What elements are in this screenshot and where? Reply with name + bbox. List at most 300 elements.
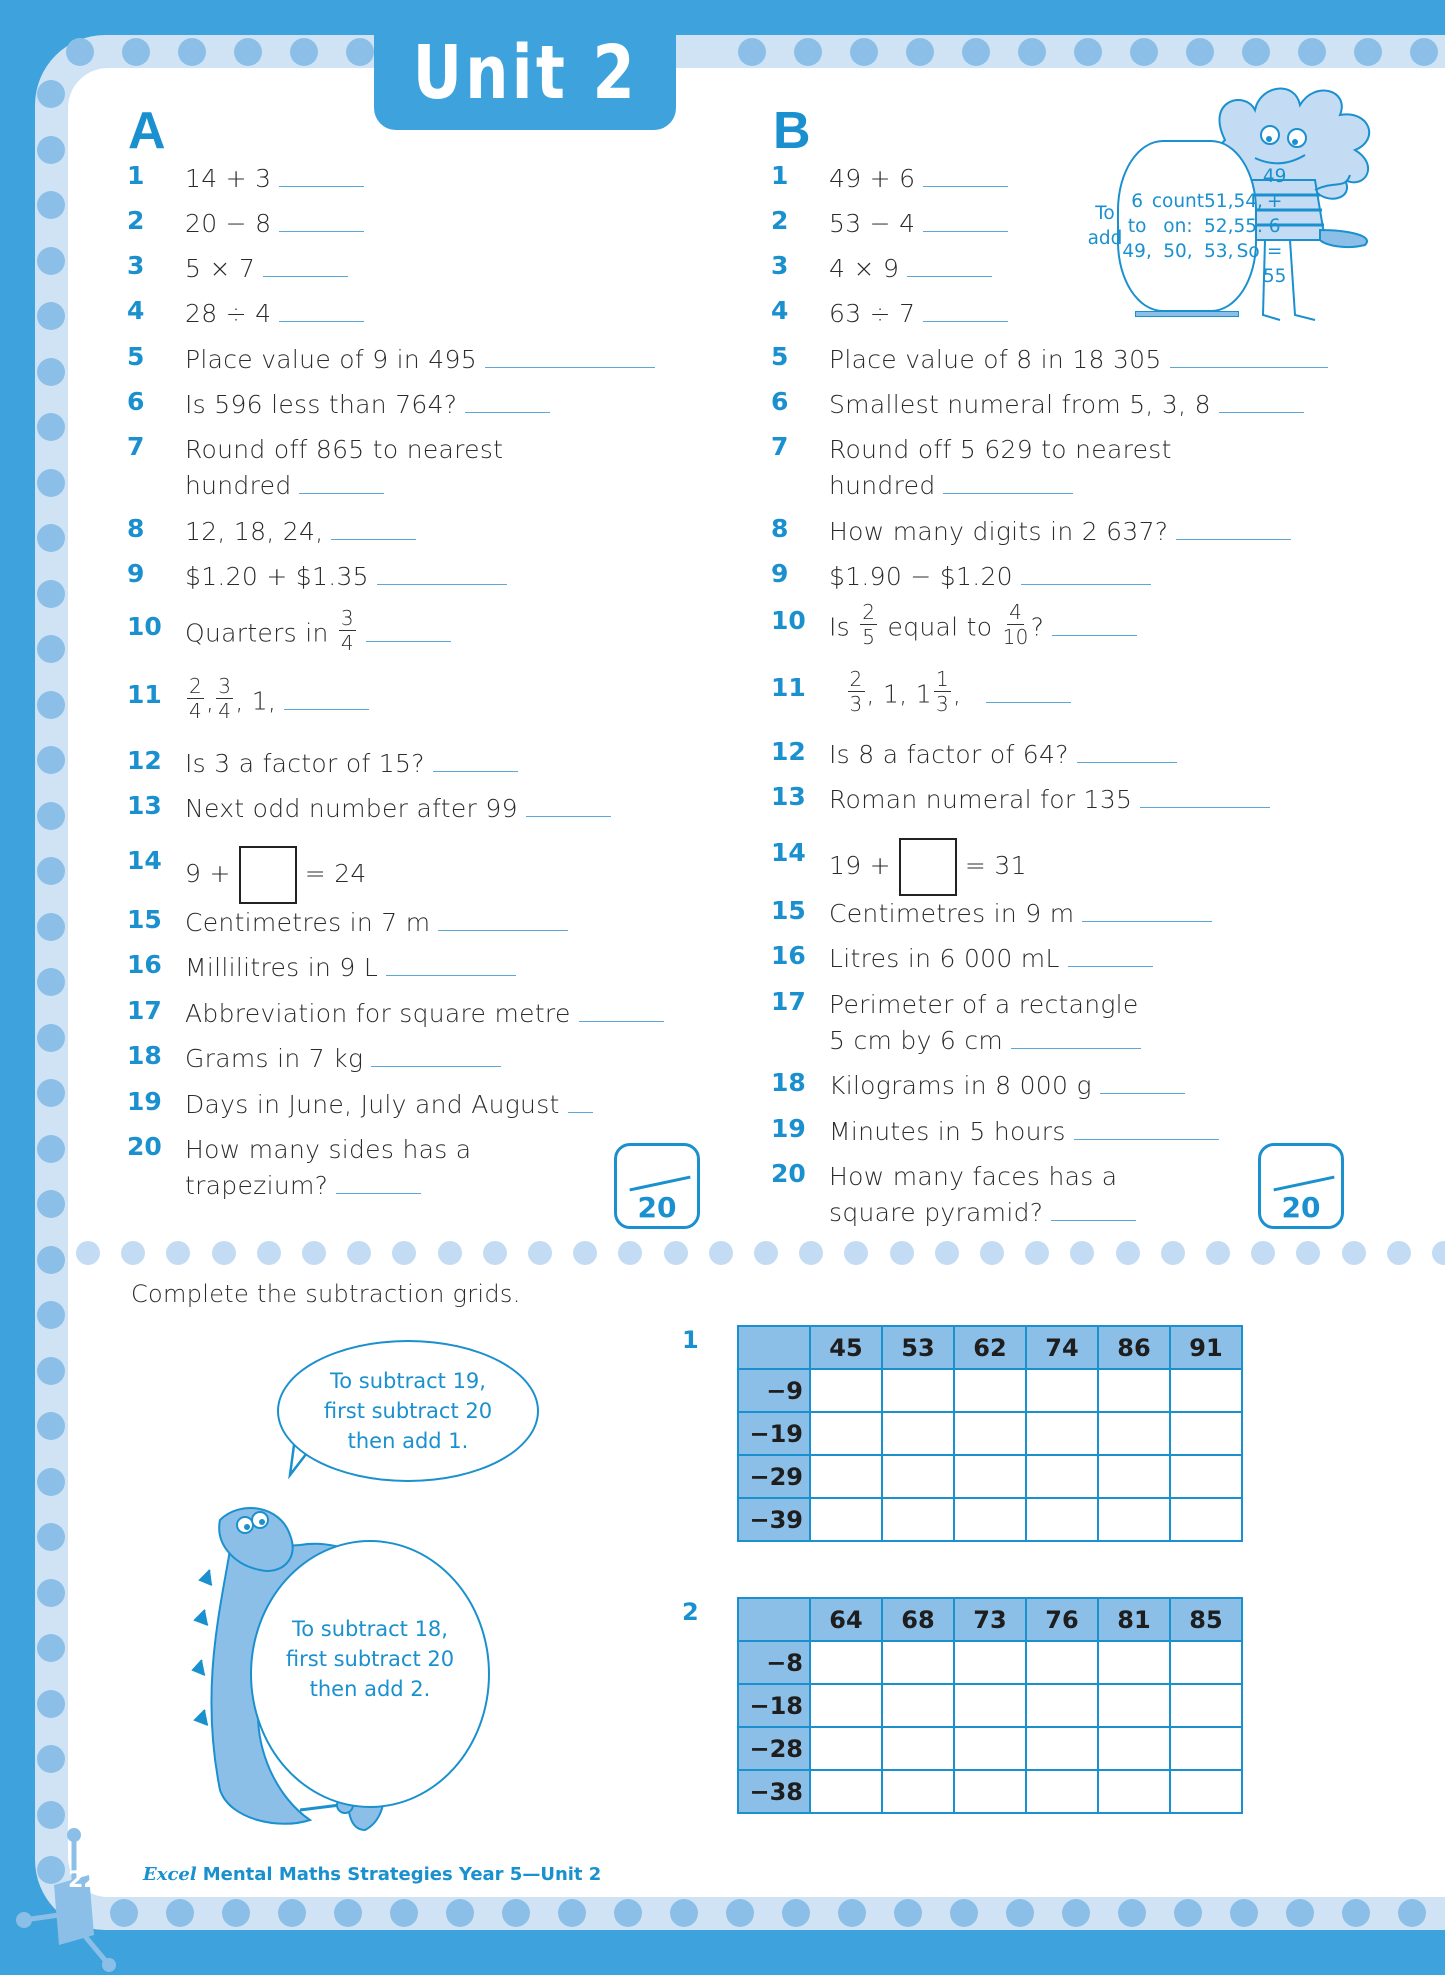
fraction: $\frac{2}{4}$ <box>189 674 203 723</box>
border-dot <box>1298 38 1326 66</box>
border-dot <box>37 580 65 608</box>
fraction: $\frac{3}{4}$ <box>340 606 354 655</box>
answer-blank[interactable] <box>438 930 568 931</box>
bubble-line: first subtract 20 <box>323 1399 493 1423</box>
grid-column-header: 76 <box>1026 1598 1098 1641</box>
grid-column-header: 86 <box>1098 1326 1170 1369</box>
border-dot <box>37 635 65 663</box>
answer-blank[interactable] <box>263 276 348 277</box>
border-dot <box>782 1899 810 1927</box>
border-dot <box>1398 1899 1426 1927</box>
answer-blank[interactable] <box>485 367 655 368</box>
border-dot <box>37 1190 65 1218</box>
question-number: 14 <box>127 846 162 875</box>
border-dot <box>37 524 65 552</box>
question-text: 49 + 6 <box>829 161 1008 197</box>
separator-dot <box>1251 1241 1275 1265</box>
grid-row-header: −39 <box>738 1498 810 1541</box>
border-dot <box>278 1899 306 1927</box>
section-b-score-box <box>1258 1143 1344 1229</box>
border-dot <box>37 136 65 164</box>
question-number: 8 <box>127 514 145 543</box>
answer-blank[interactable] <box>526 816 611 817</box>
score-slash <box>1273 1176 1334 1192</box>
grid-answer-cell[interactable] <box>1170 1641 1242 1684</box>
question-number: 20 <box>127 1132 162 1161</box>
answer-blank[interactable] <box>386 975 516 976</box>
answer-blank[interactable] <box>279 186 364 187</box>
border-dot <box>37 247 65 275</box>
question-number: 4 <box>771 296 789 325</box>
unit-title-tab <box>374 22 676 130</box>
answer-blank[interactable] <box>331 539 416 540</box>
question-text: $1.20 + $1.35 <box>185 559 507 595</box>
page-number-badge-icon <box>14 1825 134 1975</box>
grid-answer-cell[interactable] <box>1098 1684 1170 1727</box>
grid-answer-cell[interactable] <box>1026 1641 1098 1684</box>
grid-answer-cell[interactable] <box>1170 1412 1242 1455</box>
speech-bubble-top <box>277 1340 539 1482</box>
question-text: How many sides has a trapezium? <box>185 1135 472 1200</box>
border-dot <box>222 1899 250 1927</box>
answer-blank[interactable] <box>1100 1093 1185 1094</box>
question-number: 18 <box>127 1041 162 1070</box>
grid-answer-cell[interactable] <box>810 1455 882 1498</box>
question-number: 8 <box>771 514 789 543</box>
answer-blank[interactable] <box>1052 635 1137 636</box>
page-number: 22 <box>68 1868 99 1893</box>
grid-answer-cell[interactable] <box>1026 1369 1098 1412</box>
question-text: 9 + = 24 <box>185 846 367 904</box>
border-dot <box>850 38 878 66</box>
grid-answer-cell[interactable] <box>954 1369 1026 1412</box>
separator-dot <box>1116 1241 1140 1265</box>
question-number: 6 <box>127 387 145 416</box>
grid-answer-cell[interactable] <box>1026 1727 1098 1770</box>
border-dot <box>346 38 374 66</box>
question-text: 5 × 7 <box>185 251 348 287</box>
border-dot <box>1286 1899 1314 1927</box>
footer-brand: Excel <box>143 1864 197 1885</box>
tip-line: 6 to 49, <box>1122 190 1152 262</box>
border-dot <box>1018 38 1046 66</box>
question-text: How many digits in 2 637? <box>829 514 1291 550</box>
question-text: Is $\frac{2}{5}$ equal to $\frac{4}{10}$ ? <box>829 606 1137 651</box>
fraction: $\frac{2}{5}$ <box>862 600 876 649</box>
border-dot <box>1130 38 1158 66</box>
grid-answer-cell[interactable] <box>954 1770 1026 1813</box>
separator-dot <box>980 1241 1004 1265</box>
border-dot <box>37 1079 65 1107</box>
bubble-line: To subtract 19, <box>330 1369 486 1393</box>
section-b-heading: B <box>773 102 811 160</box>
border-dot <box>178 38 206 66</box>
grid-label: 1 <box>682 1326 699 1354</box>
separator-dot <box>573 1241 597 1265</box>
separator-dot <box>212 1241 236 1265</box>
question-number: 5 <box>771 342 789 371</box>
grid-answer-cell[interactable] <box>1098 1727 1170 1770</box>
grid-answer-cell[interactable] <box>1170 1369 1242 1412</box>
border-dot <box>894 1899 922 1927</box>
border-dot <box>738 38 766 66</box>
border-dot <box>1242 38 1270 66</box>
question-number: 1 <box>127 161 145 190</box>
grid-row-header: −28 <box>738 1727 810 1770</box>
grid-answer-cell[interactable] <box>882 1727 954 1770</box>
border-dot <box>37 968 65 996</box>
border-dot <box>950 1899 978 1927</box>
answer-blank[interactable] <box>284 709 369 710</box>
question-text: Grams in 7 kg <box>185 1041 501 1077</box>
question-number: 7 <box>771 432 789 461</box>
sign-base <box>1135 311 1239 317</box>
tip-sign <box>1087 140 1287 312</box>
answer-blank[interactable] <box>279 321 364 322</box>
question-text: Place value of 9 in 495 <box>185 342 655 378</box>
question-number: 13 <box>771 782 806 811</box>
grid-column-header: 64 <box>810 1598 882 1641</box>
grid-answer-cell[interactable] <box>954 1498 1026 1541</box>
question-text: Is 8 a factor of 64? <box>829 737 1177 773</box>
grid-row-header: −29 <box>738 1455 810 1498</box>
question-number: 19 <box>771 1114 806 1143</box>
border-dot <box>37 1412 65 1440</box>
fraction: $\frac{4}{10}$ <box>1002 600 1029 649</box>
question-number: 3 <box>127 251 145 280</box>
grid-answer-cell[interactable] <box>882 1498 954 1541</box>
bubble-line: To subtract 18, <box>292 1617 448 1641</box>
grid-answer-cell[interactable] <box>810 1369 882 1412</box>
separator-dot <box>257 1241 281 1265</box>
answer-blank[interactable] <box>371 1066 501 1067</box>
subtraction-grid <box>737 1597 1243 1814</box>
border-dot <box>66 38 94 66</box>
grid-answer-cell[interactable] <box>954 1684 1026 1727</box>
border-dot <box>37 191 65 219</box>
question-number: 1 <box>771 161 789 190</box>
grid-answer-cell[interactable] <box>810 1498 882 1541</box>
separator-dot <box>528 1241 552 1265</box>
grid-answer-cell[interactable] <box>1098 1412 1170 1455</box>
grid-answer-cell[interactable] <box>810 1770 882 1813</box>
answer-blank[interactable] <box>579 1021 664 1022</box>
grid-answer-cell[interactable] <box>882 1641 954 1684</box>
grid-answer-cell[interactable] <box>1098 1369 1170 1412</box>
question-text: 14 + 3 <box>185 161 364 197</box>
answer-blank[interactable] <box>1021 584 1151 585</box>
question-text: $\frac{2}{3}$ , 1, 1 $\frac{1}{3}$ , <box>829 673 1071 718</box>
grid-row-header: −8 <box>738 1641 810 1684</box>
border-dot <box>1174 1899 1202 1927</box>
question-text: Kilograms in 8 000 g <box>829 1068 1185 1104</box>
grid-answer-cell[interactable] <box>1170 1498 1242 1541</box>
question-number: 12 <box>127 746 162 775</box>
border-dot <box>234 38 262 66</box>
grid-answer-cell[interactable] <box>1026 1412 1098 1455</box>
fraction: $\frac{3}{4}$ <box>218 674 232 723</box>
border-dot <box>37 857 65 885</box>
question-text: Centimetres in 7 m <box>185 905 568 941</box>
question-text: 20 − 8 <box>185 206 364 242</box>
question-number: 2 <box>771 206 789 235</box>
answer-blank[interactable] <box>986 702 1071 703</box>
border-dot <box>37 302 65 330</box>
question-text: Minutes in 5 hours <box>829 1114 1219 1150</box>
question-number: 16 <box>771 941 806 970</box>
grid-answer-cell[interactable] <box>954 1455 1026 1498</box>
fraction: $\frac{2}{3}$ <box>849 667 863 716</box>
tip-line: 54, 55. So <box>1233 190 1263 262</box>
separator-dot <box>1342 1241 1366 1265</box>
unit-title: Unit 2 <box>412 30 638 116</box>
grid-answer-cell[interactable] <box>810 1641 882 1684</box>
grid-answer-cell[interactable] <box>1170 1684 1242 1727</box>
border-dot <box>122 38 150 66</box>
separator-dot <box>709 1241 733 1265</box>
border-dot <box>390 1899 418 1927</box>
question-number: 15 <box>127 905 162 934</box>
border-dot <box>1410 38 1438 66</box>
grid-column-header: 81 <box>1098 1598 1170 1641</box>
grid-answer-cell[interactable] <box>882 1684 954 1727</box>
question-text: 28 ÷ 4 <box>185 296 364 332</box>
question-number: 14 <box>771 838 806 867</box>
border-dot <box>37 1634 65 1662</box>
bubble-line: then add 2. <box>309 1677 431 1701</box>
grid-answer-cell[interactable] <box>882 1369 954 1412</box>
question-number: 19 <box>127 1087 162 1116</box>
separator-dot <box>121 1241 145 1265</box>
border-dot <box>906 38 934 66</box>
grid-row-header: −38 <box>738 1770 810 1813</box>
grid-answer-cell[interactable] <box>1026 1455 1098 1498</box>
answer-blank[interactable] <box>923 231 1008 232</box>
grid-answer-cell[interactable] <box>882 1412 954 1455</box>
grid-answer-cell[interactable] <box>1098 1498 1170 1541</box>
answer-blank[interactable] <box>433 771 518 772</box>
score-total: 20 <box>1281 1191 1321 1224</box>
question-number: 11 <box>771 673 806 702</box>
separator-dot <box>302 1241 326 1265</box>
question-text: Days in June, July and August <box>185 1087 593 1123</box>
border-dot <box>558 1899 586 1927</box>
border-dot <box>37 802 65 830</box>
tip-line: count on: 50, <box>1151 190 1205 262</box>
question-text: 53 − 4 <box>829 206 1008 242</box>
border-dot <box>670 1899 698 1927</box>
question-text: Centimetres in 9 m <box>829 896 1212 932</box>
separator-dot <box>754 1241 778 1265</box>
border-dot <box>37 1745 65 1773</box>
border-dot <box>166 1899 194 1927</box>
grid-label: 2 <box>682 1598 699 1626</box>
border-dot <box>1006 1899 1034 1927</box>
tip-line: 49 + 6 = 55 <box>1262 165 1287 287</box>
border-dot <box>794 38 822 66</box>
border-dot <box>1186 38 1214 66</box>
answer-blank[interactable] <box>923 321 1008 322</box>
question-number: 5 <box>127 342 145 371</box>
grid-answer-cell[interactable] <box>954 1727 1026 1770</box>
grid-answer-cell[interactable] <box>1026 1770 1098 1813</box>
answer-blank[interactable] <box>465 412 550 413</box>
question-text: Smallest numeral from 5, 3, 8 <box>829 387 1304 423</box>
border-dot <box>1074 38 1102 66</box>
question-text: Perimeter of a rectangle 5 cm by 6 cm <box>829 987 1141 1059</box>
answer-blank[interactable] <box>1051 1220 1136 1221</box>
border-dot <box>726 1899 754 1927</box>
grid-column-header: 74 <box>1026 1326 1098 1369</box>
border-dot <box>1062 1899 1090 1927</box>
question-number: 15 <box>771 896 806 925</box>
separator-dot <box>664 1241 688 1265</box>
question-number: 10 <box>127 612 162 641</box>
question-number: 13 <box>127 791 162 820</box>
grid-column-header: 91 <box>1170 1326 1242 1369</box>
answer-blank[interactable] <box>366 641 451 642</box>
grid-instructions: Complete the subtraction grids. <box>131 1280 521 1308</box>
separator-dot <box>483 1241 507 1265</box>
border-dot <box>37 1301 65 1329</box>
grid-answer-cell[interactable] <box>1170 1770 1242 1813</box>
separator-dot <box>935 1241 959 1265</box>
separator-dot <box>890 1241 914 1265</box>
separator-dot <box>1387 1241 1411 1265</box>
answer-blank[interactable] <box>1140 807 1270 808</box>
grid-answer-cell[interactable] <box>882 1455 954 1498</box>
answer-blank[interactable] <box>299 493 384 494</box>
answer-blank[interactable] <box>1219 412 1304 413</box>
border-dot <box>290 38 318 66</box>
grid-answer-cell[interactable] <box>954 1412 1026 1455</box>
answer-blank[interactable] <box>1077 762 1177 763</box>
border-dot <box>446 1899 474 1927</box>
answer-blank[interactable] <box>907 276 992 277</box>
question-text: Roman numeral for 135 <box>829 782 1270 818</box>
border-dot <box>37 1357 65 1385</box>
border-dot <box>1118 1899 1146 1927</box>
answer-blank[interactable] <box>1082 921 1212 922</box>
tip-line: To add <box>1087 203 1123 249</box>
question-text: Round off 865 to nearest hundred <box>185 435 504 500</box>
border-dot <box>37 1468 65 1496</box>
question-number: 7 <box>127 432 145 461</box>
separator-dot <box>1161 1241 1185 1265</box>
question-number: 11 <box>127 680 162 709</box>
border-dot <box>1230 1899 1258 1927</box>
answer-blank[interactable] <box>1170 367 1328 368</box>
grid-row-header: −18 <box>738 1684 810 1727</box>
answer-blank[interactable] <box>279 231 364 232</box>
grid-answer-cell[interactable] <box>1170 1455 1242 1498</box>
answer-blank[interactable] <box>943 493 1073 494</box>
border-dot <box>37 469 65 497</box>
score-slash <box>629 1176 690 1192</box>
answer-blank[interactable] <box>377 584 507 585</box>
grid-answer-cell[interactable] <box>810 1727 882 1770</box>
grid-answer-cell[interactable] <box>810 1412 882 1455</box>
answer-blank[interactable] <box>923 186 1008 187</box>
question-text: 63 ÷ 7 <box>829 296 1008 332</box>
question-text: 4 × 9 <box>829 251 992 287</box>
border-dot <box>37 1523 65 1551</box>
border-dot <box>37 1024 65 1052</box>
question-text: Millilitres in 9 L <box>185 950 516 986</box>
tip-line: 51, 52, 53, <box>1204 190 1234 262</box>
grid-answer-cell[interactable] <box>1170 1727 1242 1770</box>
question-text: Abbreviation for square metre <box>185 996 664 1032</box>
border-dot <box>37 913 65 941</box>
grid-answer-cell[interactable] <box>954 1641 1026 1684</box>
grid-answer-cell[interactable] <box>1098 1455 1170 1498</box>
answer-box[interactable] <box>899 838 957 896</box>
question-number: 9 <box>127 559 145 588</box>
answer-blank[interactable] <box>1176 539 1291 540</box>
question-text: 19 + = 31 <box>829 838 1027 896</box>
grid-answer-cell[interactable] <box>1098 1641 1170 1684</box>
question-text: How many faces has a square pyramid? <box>829 1159 1136 1231</box>
question-number: 12 <box>771 737 806 766</box>
question-text: 12, 18, 24, <box>185 514 416 550</box>
answer-blank[interactable] <box>1074 1139 1219 1140</box>
grid-column-header: 68 <box>882 1598 954 1641</box>
separator-dot <box>1025 1241 1049 1265</box>
question-text: Litres in 6 000 mL <box>829 941 1153 977</box>
separator-dot <box>1206 1241 1230 1265</box>
question-number: 10 <box>771 606 806 635</box>
question-text: Place value of 8 in 18 305 <box>829 342 1328 378</box>
grid-column-header: 45 <box>810 1326 882 1369</box>
footer-title <box>143 1864 601 1885</box>
grid-column-header: 62 <box>954 1326 1026 1369</box>
grid-answer-cell[interactable] <box>1026 1498 1098 1541</box>
grid-answer-cell[interactable] <box>1026 1684 1098 1727</box>
border-dot <box>1354 38 1382 66</box>
grid-row-header: −9 <box>738 1369 810 1412</box>
fraction: $\frac{1}{3}$ <box>935 667 949 716</box>
grid-answer-cell[interactable] <box>810 1684 882 1727</box>
border-dot <box>37 1690 65 1718</box>
question-number: 3 <box>771 251 789 280</box>
separator-dot <box>76 1241 100 1265</box>
border-dot <box>37 691 65 719</box>
question-number: 17 <box>127 996 162 1025</box>
border-dot <box>37 746 65 774</box>
answer-blank[interactable] <box>336 1193 421 1194</box>
bubble-line: first subtract 20 <box>285 1647 455 1671</box>
footer-text: Mental Maths Strategies Year 5—Unit 2 <box>202 1864 602 1885</box>
score-total: 20 <box>637 1191 677 1224</box>
answer-box[interactable] <box>239 846 297 904</box>
question-number: 17 <box>771 987 806 1016</box>
separator-dot <box>799 1241 823 1265</box>
answer-blank[interactable] <box>1011 1048 1141 1049</box>
answer-blank[interactable] <box>1068 966 1153 967</box>
question-text: Is 3 a factor of 15? <box>185 746 518 782</box>
grid-row-header: −19 <box>738 1412 810 1455</box>
border-dot <box>838 1899 866 1927</box>
grid-answer-cell[interactable] <box>1098 1770 1170 1813</box>
question-text: Quarters in $\frac{3}{4}$ <box>185 612 451 657</box>
section-a-score-box <box>614 1143 700 1229</box>
answer-blank[interactable] <box>568 1112 593 1113</box>
subtraction-grid <box>737 1325 1243 1542</box>
grid-answer-cell[interactable] <box>882 1770 954 1813</box>
border-dot <box>37 1246 65 1274</box>
question-number: 2 <box>127 206 145 235</box>
separator-dot <box>347 1241 371 1265</box>
